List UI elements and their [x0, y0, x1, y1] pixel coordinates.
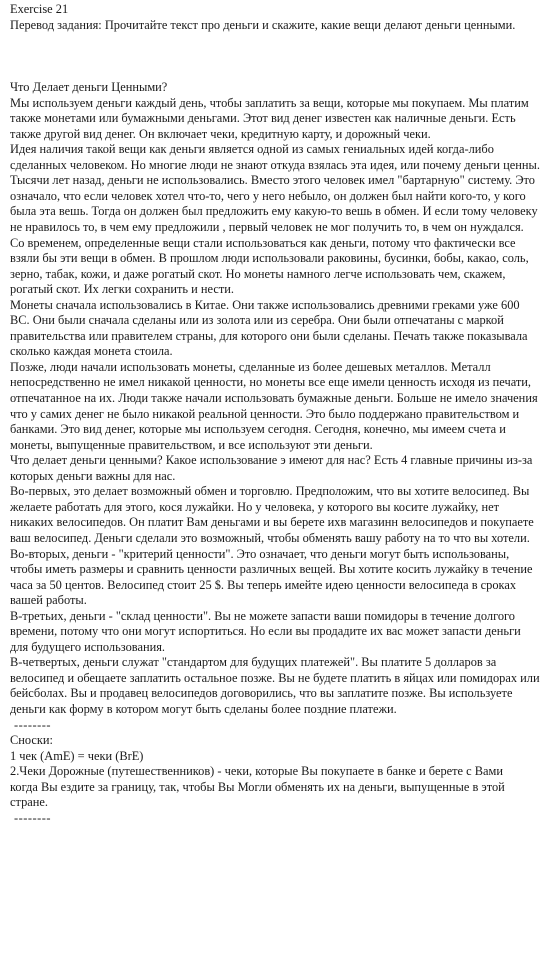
blank-gap — [10, 33, 540, 80]
footnote-item: 1 чек (AmE) = чеки (BrE) — [10, 748, 144, 763]
paragraph: Со временем, определенные вещи стали использоваться как деньги, потому что фактически все взяли бы эти вещи в обмен. В прошлом люди использовали раковины, бусинки, бобы, какао, соль, зерно, табак, кожи, и даже рогатый скот. Но монеты намного легче использовать чем, скажем, рогатый скот. Их легки сохранить и нести. — [10, 235, 529, 297]
paragraph: Мы используем деньги каждый день, чтобы заплатить за вещи, которые мы покупаем. Мы платим также монетами или бумажными деньгами. Этот вид денег известен как наличные деньги. Есть также другой вид денег. Он включает чеки, кредитную карту, и дорожный чеки. — [10, 95, 529, 141]
footnote-item: 2.Чеки Дорожные (путешественников) - чеки, которые Вы покупаете в банке и берете с Вами — [10, 764, 503, 779]
paragraph: В-четвертых, деньги служат "стандартом для будущих платежей". Вы платите 5 долларов за велосипед и обещаете заплатить остальное позже. Вы не будете платить в яйцах или помидорах или бейсболах. Вы и продавец велосипедов договорились, что вы заплатите позже. Вы используете деньги как форму в котором могут быть сделаны более поздние платежи. — [10, 655, 540, 716]
paragraph: Во-первых, это делает возможный обмен и торговлю. Предположим, что вы хотите велосипед. Вы желаете работать для этого, кося лужайки. Но у человека, у которого вы косите лужайку, нет никаких велосипедов. Он платит Вам деньгами и вы берете ихв магазинн велосипедов и покупаете ваш велосипед. Деньги сделали это возможный, чтобы обменять вашу работу на то что вы хотели. — [10, 484, 534, 545]
footnote-item: когда Вы ездите за границу, так, чтобы Вы Могли обменять их на деньги, выпущенные в этой стране. — [10, 779, 505, 810]
paragraph: Во-вторых, деньги - "критерий ценности". Это означает, что деньги могут быть использованы, чтобы иметь размеры и сравнить ценности различных вещей. Вы хотите косить лужайку в течение часа за 50 центов. Велосипед стоит 25 $. Вы теперь имейте идею ценности велосипеда в сроках вашей работы. — [10, 546, 533, 608]
footnote-separator: -------- — [14, 717, 52, 732]
exercise-label: Exercise 21 — [10, 2, 69, 16]
footnote-end-separator: -------- — [14, 810, 52, 825]
footnotes-heading: Сноски: — [10, 733, 53, 748]
paragraph: Идея наличия такой вещи как деньги является одной из самых гениальных идей когда-либо сделанных человеком. Но многие люди не знают откуда взялась эта идея, или почему деньги ценны. — [10, 142, 540, 172]
paragraph: Тысячи лет назад, деньги не использовались. Вместо этого человек имел "бартарную" систему. Это означало, что если человек хотел что-то, чего у него небыло, он должен был найти кого-то, у кого была эта вешь. Тогда он должен был предложить ему какую-то вешь в обмен. И если тому человеку не нравилось то, в чем ему предложили , первый человек не мог получить то, в чем он нуждался. — [10, 173, 538, 235]
task-translation: Перевод задания: Прочитайте текст про деньги и скажите, какие вещи делают деньги ценными. — [10, 17, 516, 32]
text-title: Что Делает деньги Ценными? — [10, 80, 168, 95]
paragraph: В-третьих, деньги - "склад ценности". Вы не можете запасти ваши помидоры в течение долгого времени, потому что они могут испортиться. Но если вы продадите их вас может запасти деньги для будущего использования. — [10, 608, 521, 654]
paragraph: Монеты сначала использовались в Китае. Они также использовались древними греками уже 600 ВС. Они были сначала сделаны или из золота или из серебра. Они были отпечатаны с маркой правительства или правителем страны, для которого они были сделаны. Печать также показывала сколько каждая монета стоила. — [10, 297, 528, 359]
paragraph: Что делает деньги ценными? Какое использование э имеют для нас? Есть 4 главные причины из-за которых деньги важны для нас. — [10, 453, 533, 483]
paragraph: Позже, люди начали использовать монеты, сделанные из более дешевых металлов. Металл непосредственно не имел никакой ценности, но монеты все еще имели ценность исходя из печати, отпечатанное на их. Люди также начали использовать бумажные деньги. Больше не имело значения что у самих денег не было никакой реальной ценности. Это было поддержано правительством и банками. Это вид денег, которые мы используем сегодня. Сегодня, конечно, мы имеем счета и монеты, выпущенные правительством, и все используют эти деньги. — [10, 359, 538, 452]
